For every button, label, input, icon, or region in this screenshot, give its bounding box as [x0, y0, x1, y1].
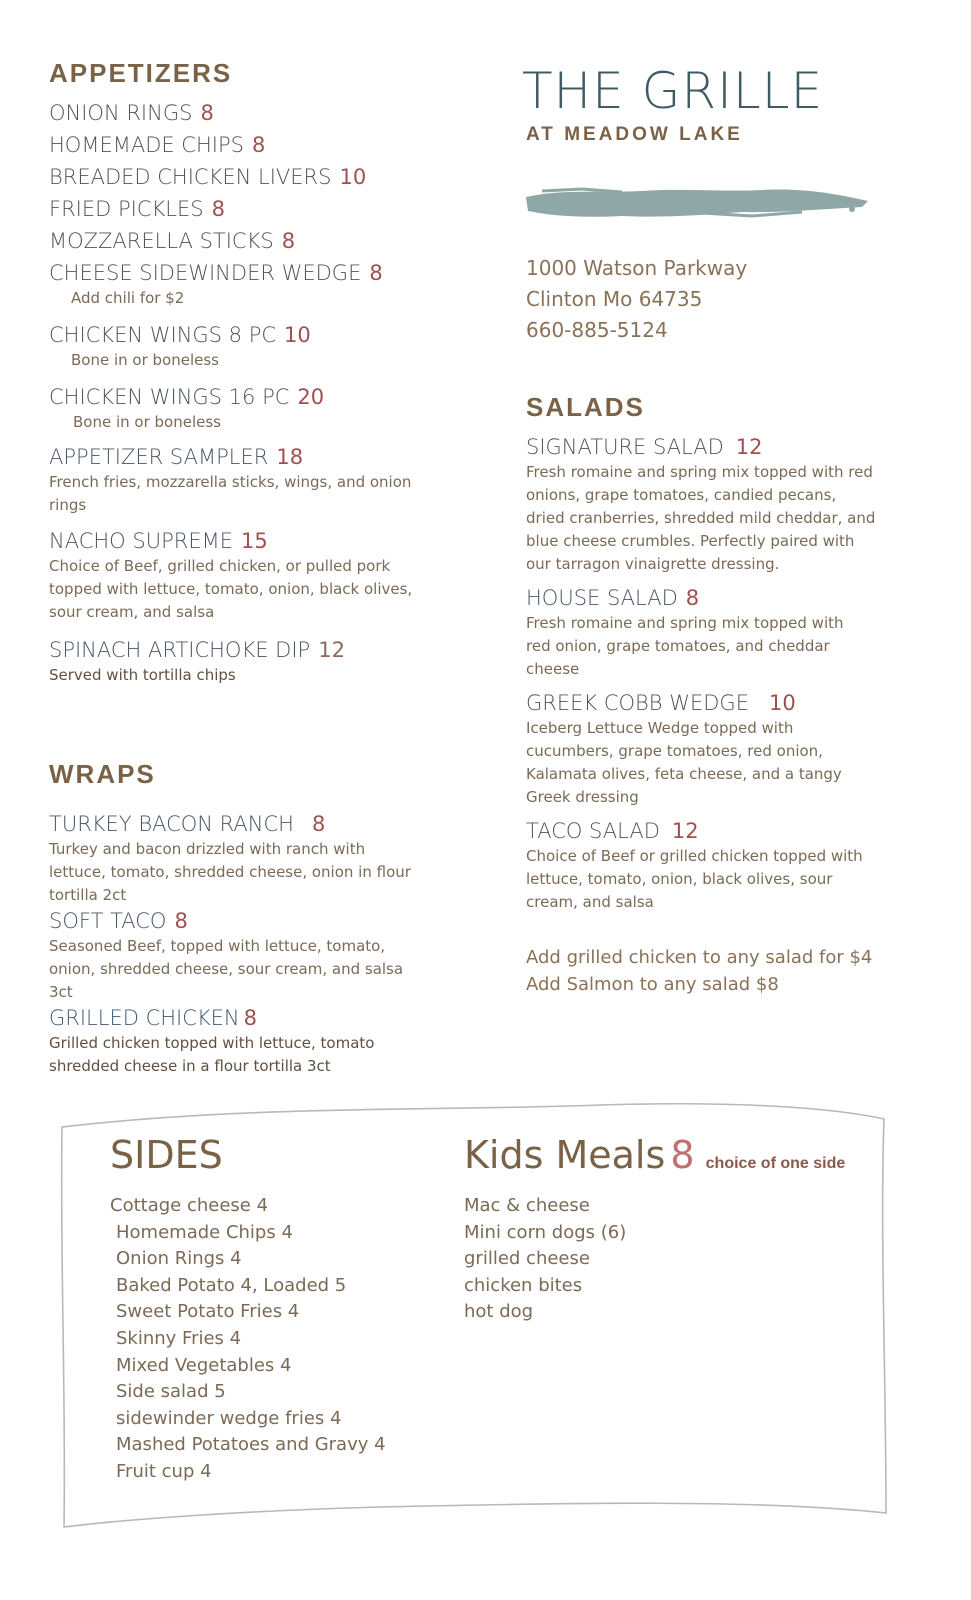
side-item: Mashed Potatoes and Gravy 4 [116, 1434, 386, 1456]
addon-chicken: Add grilled chicken to any salad for $4 [526, 947, 873, 968]
side-item: Fruit cup 4 [116, 1460, 212, 1482]
item-name: CHEESE SIDEWINDER WEDGE [49, 261, 362, 285]
sides-heading: SIDES [110, 1133, 223, 1177]
item-description: Grilled chicken topped with lettuce, tomato shredded cheese in a flour tortilla 3ct [49, 1034, 375, 1075]
appetizer-item [49, 323, 449, 369]
salads-section [526, 392, 886, 998]
appetizer-item [49, 529, 449, 624]
item-name: SIGNATURE SALAD [526, 435, 724, 459]
kids-item: grilled cheese [464, 1248, 590, 1270]
item-description: Choice of Beef, grilled chicken, or pulled pork topped with lettuce, tomato, onion, black olives, sour cream, and salsa [49, 557, 413, 621]
item-price: 10 [339, 165, 367, 189]
item-name: GREEK COBB WEDGE [526, 691, 749, 715]
item-name: SPINACH ARTICHOKE DIP [49, 638, 311, 662]
appetizer-item [49, 165, 449, 197]
item-name: HOUSE SALAD [526, 586, 678, 610]
appetizer-item [49, 133, 449, 165]
item-name: TURKEY BACON RANCH [49, 812, 294, 836]
wraps-heading: WRAPS [49, 759, 156, 789]
item-price: 8 [311, 812, 326, 836]
item-price: 8 [200, 101, 214, 125]
side-item: Side salad 5 [116, 1381, 226, 1403]
appetizer-item [49, 101, 449, 133]
item-description: Fresh romaine and spring mix topped with red onions, grape tomatoes, candied pecans, dried cranberries, shredded mild cheddar, and blue cheese crumbles. Perfectly paired with our tarragon vinaigrette dressing. [526, 463, 876, 573]
item-name: HOMEMADE CHIPS [49, 133, 244, 157]
address-street: 1000 Watson Parkway [526, 256, 748, 280]
address-phone: 660-885-5124 [526, 318, 668, 342]
item-name: FRIED PICKLES [49, 197, 204, 221]
item-name: SOFT TACO [49, 909, 167, 933]
wraps-section [49, 759, 449, 1078]
salad-addons [526, 944, 886, 998]
item-note: Bone in or boneless [73, 413, 221, 431]
item-price: 12 [318, 638, 345, 662]
appetizers-section [49, 58, 449, 687]
brand-block [522, 62, 902, 146]
item-description: Choice of Beef or grilled chicken topped with lettuce, tomato, onion, black olives, sour cream, and salsa [526, 847, 863, 911]
side-item: Cottage cheese 4 [110, 1195, 269, 1216]
kids-item: Mac & cheese [464, 1195, 590, 1216]
item-price: 12 [735, 435, 763, 459]
side-item: Mixed Vegetables 4 [116, 1354, 292, 1376]
item-description: Turkey and bacon drizzled with ranch with lettuce, tomato, shredded cheese, onion in flour tortilla 2ct [49, 840, 411, 904]
appetizer-item [49, 385, 449, 431]
salads-heading: SALADS [526, 392, 645, 422]
item-price: 8 [243, 1006, 258, 1030]
kids-item: hot dog [464, 1301, 534, 1323]
appetizer-item [49, 229, 449, 261]
item-name: TACO SALAD [526, 819, 660, 843]
appetizer-item [49, 445, 449, 517]
appetizers-heading: APPETIZERS [49, 58, 233, 88]
restaurant-name: THE GRILLE [522, 62, 824, 120]
wrap-item [49, 812, 449, 907]
side-item: Sweet Potato Fries 4 [116, 1301, 300, 1323]
restaurant-location: AT MEADOW LAKE [526, 124, 743, 145]
side-item: Baked Potato 4, Loaded 5 [116, 1274, 347, 1296]
sides-list [110, 1193, 440, 1486]
kids-heading: Kids Meals [464, 1133, 666, 1177]
kids-section [464, 1133, 874, 1326]
kids-item: chicken bites [464, 1274, 583, 1296]
side-item: Skinny Fries 4 [116, 1327, 242, 1349]
item-description: Iceberg Lettuce Wedge topped with cucumbers, grape tomatoes, red onion, Kalamata olives, feta cheese, and a tangy Greek dressing [526, 719, 842, 806]
side-item: Onion Rings 4 [116, 1248, 242, 1270]
sides-section [110, 1133, 440, 1486]
item-name: CHICKEN WINGS 16 PC [49, 385, 290, 409]
appetizer-item [49, 261, 449, 307]
item-price: 18 [276, 445, 304, 469]
item-note: Add chili for $2 [71, 289, 185, 307]
item-note: Bone in or boneless [71, 351, 219, 369]
item-price: 10 [768, 691, 796, 715]
appetizer-item [49, 638, 449, 687]
item-name: CHICKEN WINGS 8 PC [49, 323, 277, 347]
item-name: MOZZARELLA STICKS [49, 229, 274, 253]
item-price: 12 [671, 819, 699, 843]
brush-stroke-decoration [522, 183, 872, 223]
salad-item [526, 691, 886, 809]
item-price: 8 [685, 586, 700, 610]
item-name: NACHO SUPREME [49, 529, 233, 553]
side-item: Homemade Chips 4 [116, 1221, 293, 1243]
item-price: 8 [174, 909, 188, 933]
kids-heading-row [464, 1133, 874, 1177]
item-price: 8 [251, 133, 266, 157]
address-block [526, 253, 886, 346]
kids-price: 8 [670, 1133, 695, 1177]
item-name: GRILLED CHICKEN [49, 1006, 240, 1030]
item-description: Served with tortilla chips [49, 666, 236, 684]
item-description: Fresh romaine and spring mix topped with red onion, grape tomatoes, and cheddar cheese [526, 614, 844, 678]
item-name: ONION RINGS [49, 101, 193, 125]
item-description: French fries, mozzarella sticks, wings, and onion rings [49, 473, 412, 514]
kids-item: Mini corn dogs (6) [464, 1221, 627, 1243]
item-description: Seasoned Beef, topped with lettuce, tomato, onion, shredded cheese, sour cream, and salsa 3ct [49, 937, 404, 1001]
side-item: sidewinder wedge fries 4 [116, 1407, 342, 1429]
salad-item [526, 819, 886, 914]
wrap-item [49, 909, 449, 1004]
item-name: BREADED CHICKEN LIVERS [49, 165, 332, 189]
item-price: 8 [369, 261, 383, 285]
kids-list [464, 1193, 874, 1326]
salad-item [526, 586, 886, 681]
salad-item [526, 435, 886, 576]
item-price: 20 [297, 385, 325, 409]
item-price: 8 [211, 197, 225, 221]
kids-note: choice of one side [705, 1155, 846, 1172]
appetizer-item [49, 197, 449, 229]
item-name: APPETIZER SAMPLER [49, 445, 269, 469]
wrap-item [49, 1006, 449, 1078]
address-city: Clinton Mo 64735 [526, 287, 703, 311]
item-price: 15 [240, 529, 268, 553]
item-price: 10 [284, 323, 311, 347]
addon-salmon: Add Salmon to any salad $8 [526, 974, 779, 995]
item-price: 8 [281, 229, 296, 253]
